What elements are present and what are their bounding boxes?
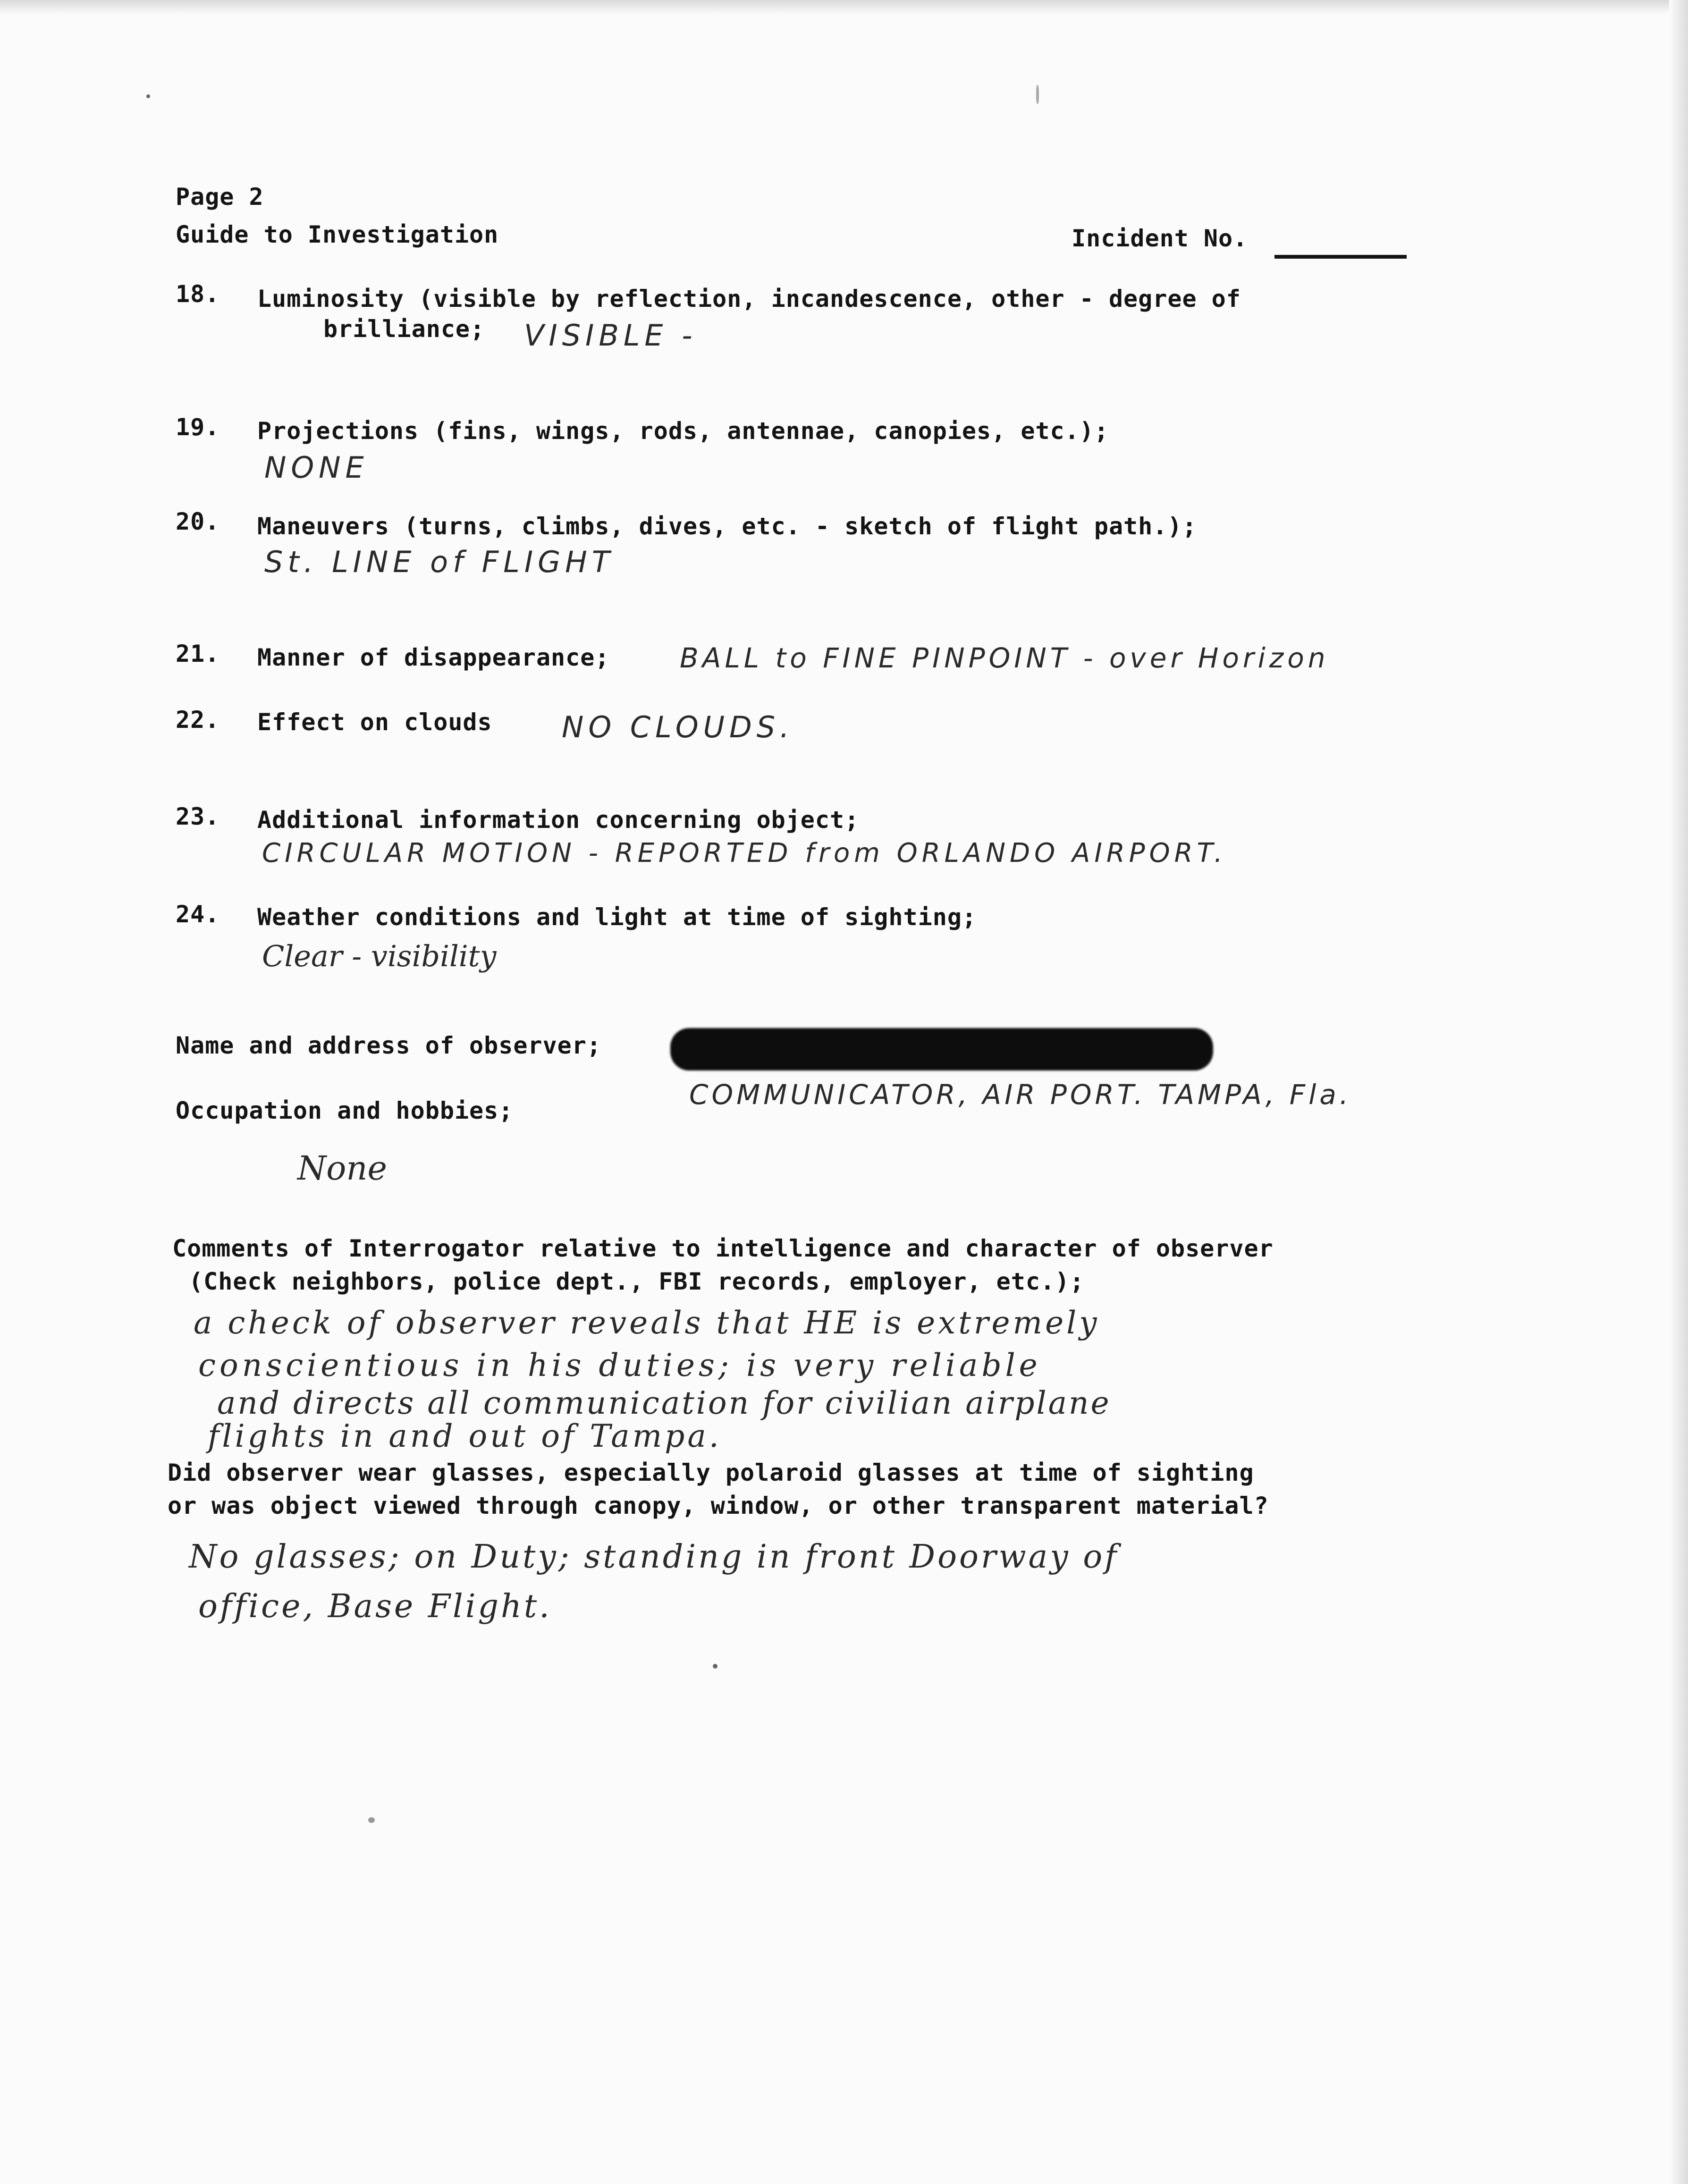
paper-speck [713, 1664, 717, 1669]
item-18-question-cont: brilliance; [323, 315, 485, 343]
comments-answer-line-2: conscientious in his duties; is very reliable [198, 1347, 1041, 1383]
comments-question-cont: (Check neighbors, police dept., FBI records, employer, etc.); [189, 1268, 1085, 1295]
form-title: Guide to Investigation [176, 221, 499, 248]
item-21-question: Manner of disappearance; [257, 644, 610, 671]
item-23-question: Additional information concerning object; [257, 806, 860, 834]
comments-question: Comments of Interrogator relative to intelligence and character of observer [172, 1235, 1274, 1262]
item-24-question: Weather conditions and light at time of sighting; [257, 903, 977, 931]
item-21-number: 21. [176, 640, 220, 667]
item-19-question: Projections (fins, wings, rods, antennae, canopies, etc.); [257, 417, 1109, 445]
paper-speck [1036, 85, 1039, 104]
item-22-question: Effect on clouds [257, 708, 492, 736]
occupation-label: Occupation and hobbies; [176, 1097, 514, 1124]
incident-number-blank [1274, 255, 1407, 259]
observer-address-answer: COMMUNICATOR, AIR PORT. TAMPA, Fla. [689, 1079, 1352, 1111]
item-18-number: 18. [176, 280, 220, 308]
item-23-answer: CIRCULAR MOTION - REPORTED from ORLANDO AIRPORT. [262, 838, 1227, 869]
item-19-number: 19. [176, 413, 220, 441]
item-20-question: Maneuvers (turns, climbs, dives, etc. - sketch of flight path.); [257, 513, 1197, 540]
item-22-number: 22. [176, 706, 220, 734]
item-18-question: Luminosity (visible by reflection, incandescence, other - degree of [257, 285, 1241, 312]
comments-answer-line-1: a check of observer reveals that HE is extremely [194, 1305, 1100, 1341]
item-21-answer: BALL to FINE PINPOINT - over Horizon [680, 642, 1329, 674]
comments-answer-line-3: and directs all communication for civilian airplane [217, 1385, 1111, 1421]
comments-answer-line-4: flights in and out of Tampa. [208, 1418, 722, 1454]
page-number: Page 2 [176, 183, 264, 211]
item-24-number: 24. [176, 901, 220, 928]
observer-name-label: Name and address of observer; [176, 1032, 601, 1059]
item-23-number: 23. [176, 803, 220, 830]
incident-label: Incident No. [1072, 225, 1248, 252]
scan-edge-right [1669, 0, 1688, 2184]
redacted-observer-name [670, 1028, 1213, 1071]
item-19-answer: NONE [264, 450, 369, 485]
occupation-answer: None [297, 1149, 387, 1188]
glasses-answer-line-2: office, Base Flight. [198, 1588, 552, 1625]
scan-edge-top [0, 0, 1688, 14]
item-22-answer: NO CLOUDS. [562, 710, 794, 744]
glasses-question-cont: or was object viewed through canopy, window, or other transparent material? [168, 1492, 1269, 1519]
item-20-answer: St. LINE of FLIGHT [264, 545, 615, 579]
glasses-answer-line-1: No glasses; on Duty; standing in front Doorway of [189, 1538, 1119, 1576]
item-24-answer: Clear - visibility [262, 939, 497, 973]
glasses-question: Did observer wear glasses, especially polaroid glasses at time of sighting [168, 1459, 1254, 1486]
paper-speck [368, 1817, 375, 1823]
item-20-number: 20. [176, 508, 220, 535]
paper-speck [146, 94, 150, 98]
item-18-answer: VISIBLE - [524, 318, 697, 353]
